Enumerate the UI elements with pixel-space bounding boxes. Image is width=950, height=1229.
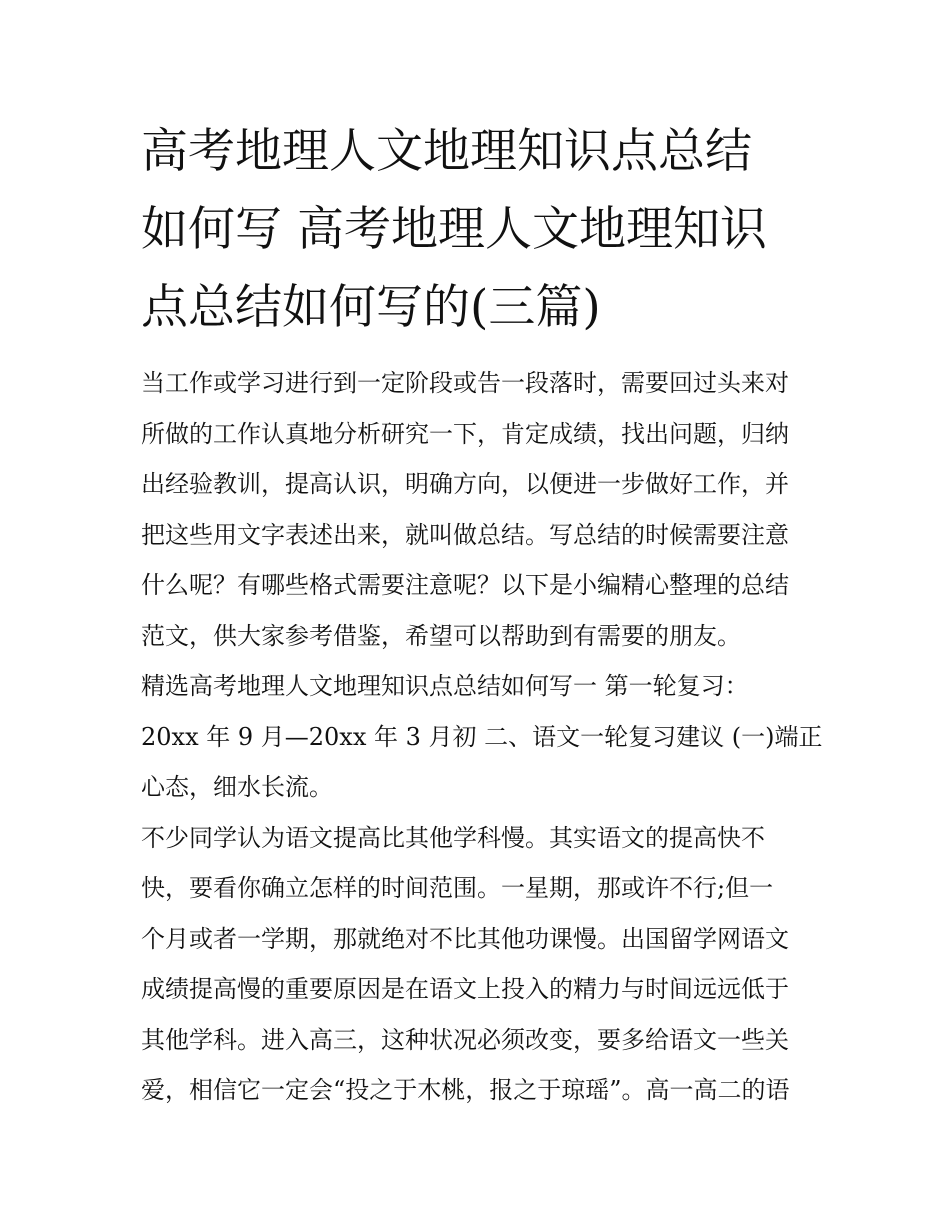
body-line: 范文，供大家参考借鉴，希望可以帮助到有需要的朋友。 (141, 621, 741, 650)
body-line: 其他学科。进入高三，这种状况必须改变，要多给语文一些关 (141, 1025, 789, 1054)
title-line-2: 如何写 高考地理人文地理知识 (141, 202, 767, 257)
body-line: 成绩提高慢的重要原因是在语文上投入的精力与时间远远低于 (141, 975, 789, 1003)
body-line: 心态，细水长流。 (141, 773, 333, 801)
body-line: 快，要看你确立怎样的时间范围。一星期，那或许不行;但一 (141, 874, 774, 902)
body-line: 所做的工作认真地分析研究一下，肯定成绩，找出问题，归纳 (141, 419, 789, 448)
body-line: 不少同学认为语文提高比其他学科慢。其实语文的提高快不 (141, 823, 765, 852)
title-line-1: 高考地理人文地理知识点总结 (141, 124, 752, 179)
title-line-3: 点总结如何写的(三篇) (141, 280, 601, 335)
body-line: 个月或者一学期，那就绝对不比其他功课慢。出国留学网语文 (141, 924, 789, 953)
body-line: 20xx 年 9 月—20xx 年 3 月初 二、语文一轮复习建议 (一)端正 (141, 722, 823, 751)
body-line: 精选高考地理人文地理知识点总结如何写一 第一轮复习： (141, 672, 749, 700)
body-line: 爱，相信它一定会“投之于木桃，报之于琼瑶”。高一高二的语 (141, 1076, 790, 1104)
body-line: 什么呢？有哪些格式需要注意呢？以下是小编精心整理的总结 (141, 571, 789, 599)
document-body (141, 358, 823, 1116)
body-line: 当工作或学习进行到一定阶段或告一段落时，需要回过头来对 (141, 369, 789, 397)
document-title (141, 113, 813, 347)
body-line: 把这些用文字表述出来，就叫做总结。写总结的时候需要注意 (141, 520, 789, 549)
body-line: 出经验教训，提高认识，明确方向，以便进一步做好工作，并 (141, 470, 789, 498)
